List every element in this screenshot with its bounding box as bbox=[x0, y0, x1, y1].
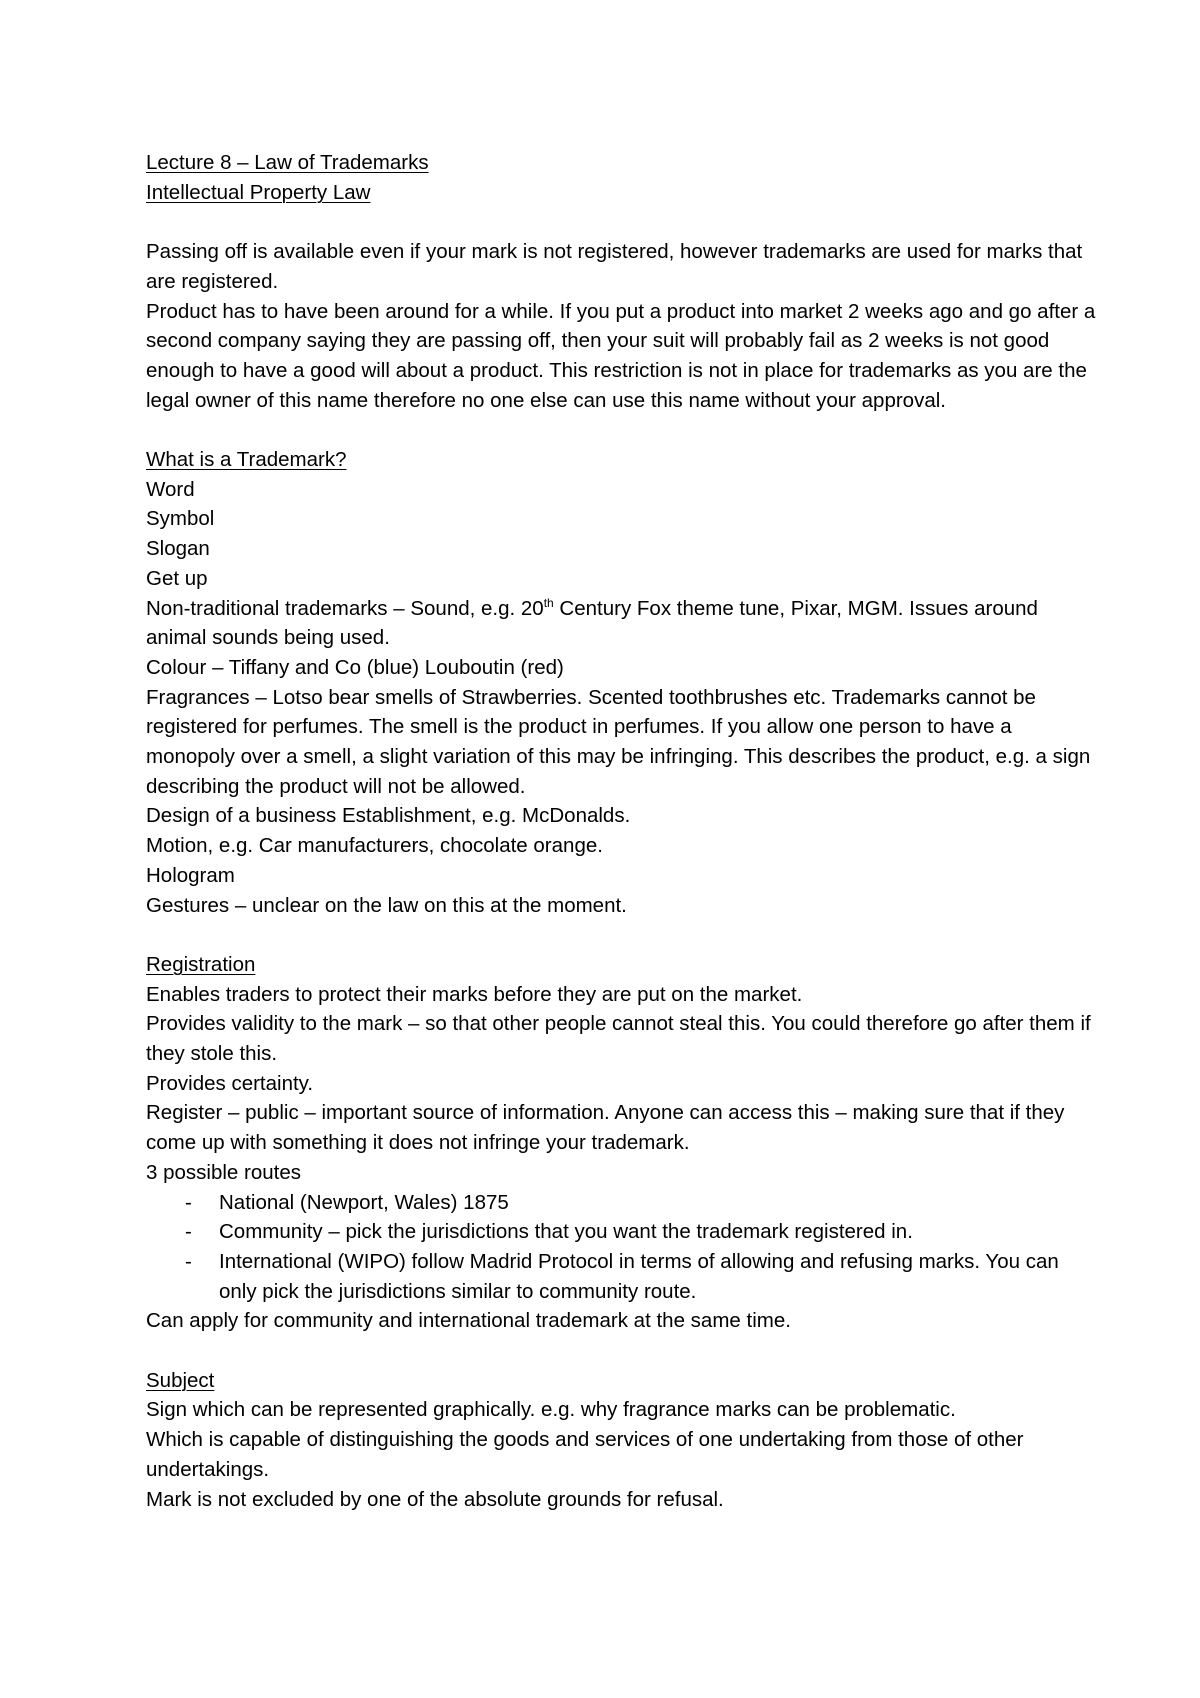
list-item: 3 possible routes bbox=[146, 1160, 301, 1184]
document-title: Lecture 8 – Law of Trademarks bbox=[146, 151, 429, 174]
nontrad-text-before: Non-traditional trademarks – Sound, e.g. 20 bbox=[146, 596, 544, 620]
list-item: Provides certainty. bbox=[146, 1071, 314, 1095]
route-item bbox=[146, 1188, 1100, 1218]
list-item: Get up bbox=[146, 566, 208, 590]
list-item-nontraditional bbox=[146, 594, 1100, 653]
list-item: Symbol bbox=[146, 507, 215, 531]
route-item bbox=[146, 1247, 1100, 1306]
list-item: Word bbox=[146, 477, 195, 501]
list-item: Design of a business Establishment, e.g. McDonalds. bbox=[146, 804, 631, 828]
spacer bbox=[146, 1336, 1100, 1366]
route-item bbox=[146, 1217, 1100, 1247]
list-item: Hologram bbox=[146, 863, 235, 887]
spacer bbox=[146, 207, 1100, 237]
section-heading-what: What is a Trademark? bbox=[146, 448, 347, 471]
nontrad-text-after: Century Fox theme tune, Pixar, MGM. Issues around animal sounds being used. bbox=[146, 596, 1038, 650]
route-text: Community – pick the jurisdictions that you want the trademark registered in. bbox=[219, 1220, 913, 1244]
list-item: Mark is not excluded by one of the absolute grounds for refusal. bbox=[146, 1487, 724, 1511]
routes-list bbox=[146, 1188, 1100, 1307]
dash-bullet: - bbox=[185, 1190, 192, 1214]
section-heading-subject: Subject bbox=[146, 1368, 215, 1392]
intro-paragraph: Passing off is available even if your mark is not registered, however trademarks are used for marks that are registered. bbox=[146, 240, 1083, 293]
list-item: Colour – Tiffany and Co (blue) Louboutin (red) bbox=[146, 655, 564, 679]
list-item: Register – public – important source of information. Anyone can access this – making sure that if they come up with something it does not infringe your trademark. bbox=[146, 1101, 1065, 1155]
spacer bbox=[146, 920, 1100, 950]
list-item: Sign which can be represented graphically. e.g. why fragrance marks can be problematic. bbox=[146, 1398, 956, 1422]
list-item: Which is capable of distinguishing the goods and services of one undertaking from those of other undertakings. bbox=[146, 1428, 1024, 1481]
dash-bullet: - bbox=[185, 1249, 192, 1273]
list-item: Enables traders to protect their marks before they are put on the market. bbox=[146, 982, 803, 1006]
list-item: Provides validity to the mark – so that other people cannot steal this. You could therefore go after them if they stole this. bbox=[146, 1012, 1091, 1066]
list-item: Gestures – unclear on the law on this at the moment. bbox=[146, 893, 627, 917]
dash-bullet: - bbox=[185, 1220, 192, 1244]
spacer bbox=[146, 415, 1100, 445]
section-heading-registration: Registration bbox=[146, 952, 256, 976]
intro-paragraph: Product has to have been around for a while. If you put a product into market 2 weeks ago and go after a second company saying they are passing off, then your suit will probably fail as 2 weeks is not good enough to have a good will about a product. This restriction is not in place for trademarks as you are the legal owner of this name therefore no one else can use this name without your approval. bbox=[146, 299, 1096, 412]
document-subtitle: Intellectual Property Law bbox=[146, 180, 371, 204]
list-item: Slogan bbox=[146, 537, 210, 561]
registration-closing: Can apply for community and international trademark at the same time. bbox=[146, 1309, 791, 1333]
list-item: Fragrances – Lotso bear smells of Strawberries. Scented toothbrushes etc. Trademarks cannot be registered for perfumes. The smell is the product in perfumes. If you allow one person to have a monopoly over a smell, a slight variation of this may be infringing. This describes the product, e.g. a sign describing the product will not be allowed. bbox=[146, 685, 1091, 798]
nontrad-superscript: th bbox=[543, 595, 554, 610]
route-text: International (WIPO) follow Madrid Protocol in terms of allowing and refusing marks. You can only pick the jurisdictions similar to community route. bbox=[219, 1249, 1059, 1303]
route-text: National (Newport, Wales) 1875 bbox=[219, 1190, 509, 1214]
list-item: Motion, e.g. Car manufacturers, chocolate orange. bbox=[146, 834, 603, 858]
